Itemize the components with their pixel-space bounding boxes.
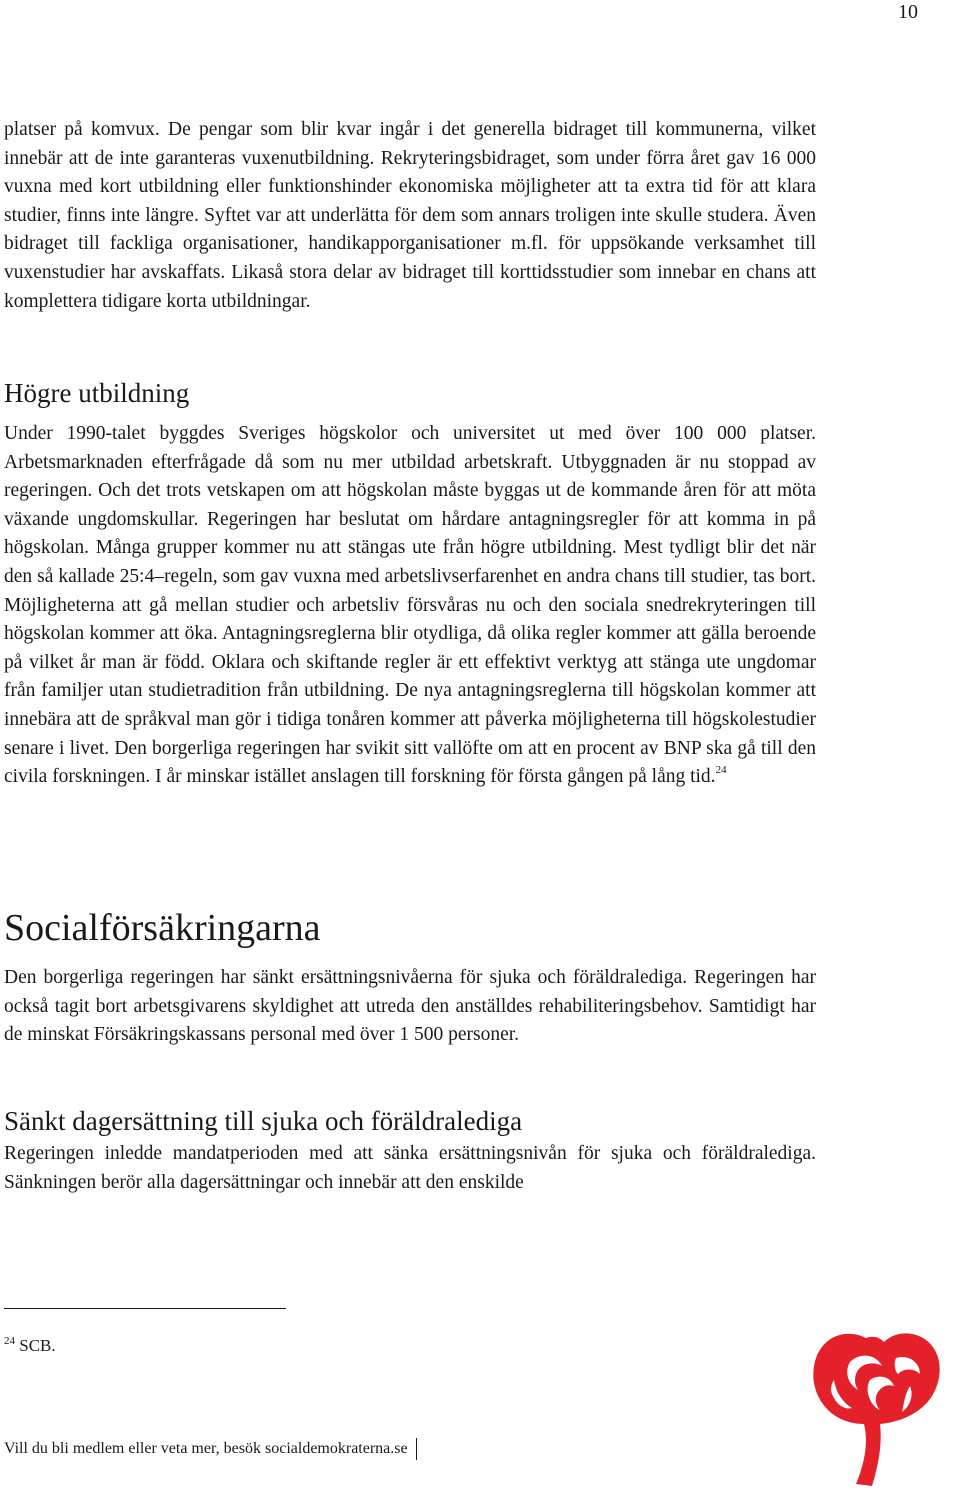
- paragraph-hogre-utbildning: [4, 420, 816, 792]
- page-number: 10: [898, 1, 918, 23]
- footnote: [4, 1330, 56, 1357]
- footer-text[interactable]: Vill du bli medlem eller veta mer, besök socialdemokraterna.se: [4, 1438, 417, 1460]
- heading-sankt-dagersattning: Sänkt dagersättning till sjuka och föräldralediga: [4, 1106, 523, 1136]
- paragraph-hogre-text: Under 1990-talet byggdes Sveriges högskolor och universitet ut med över 100 000 platser. Arbetsmarknaden efterfrågade då som nu mer utbildad arbetskraft. Utbyggnaden är nu stoppad av regeringen. Och det trots vetskapen om att högskolan måste byggas ut de kommande åren för att möta växande ungdomskullar. Regeringen har beslutat om hårdare antagningsregler för att komma in på högskolan. Många grupper kommer nu att stängas ute från högre utbildning. Mest tydligt blir det när den så kallade 25:4–regeln, som gav vuxna med arbetslivserfarenhet en andra chans till studier, tas bort. Möjligheterna att gå mellan studier och arbetsliv försvåras nu och den sociala snedrekryteringen till högskolan kommer att öka. Antagningsreglerna blir otydliga, då olika regler kommer att gälla beroende på vilket år man är född. Oklara och skiftande regler är ett effektivt verktyg att stänga ute ungdomar från familjer utan studietradition från utbildning. De nya antagningsreglerna till högskolan kommer att innebära att de språkval man gör i tidiga tonåren kommer att påverka möjligheterna till högskolestudier senare i livet. Den borgerliga regeringen har svikit sitt vallöfte om att en procent av BNP ska gå till den civila forskningen. I år minskar istället anslagen till forskning för första gången på lång tid.: [4, 423, 816, 788]
- footnote-reference[interactable]: 24: [715, 764, 727, 777]
- intro-paragraph: platser på komvux. De pengar som blir kvar ingår i det generella bidraget till kommunerna, vilket innebär att de inte garanteras vuxenutbildning. Rekryteringsbidraget, som under förra året gav 16 000 vuxna med kort utbildning eller funktionshinder ekonomiska möjligheter att ta extra tid för att klara studier, finns inte längre. Syftet var att underlätta för dem som annars troligen inte skulle studera. Även bidraget till fackliga organisationer, handikapporganisationer m.fl. för uppsökande verksamhet till vuxenstudier har avskaffats. Likaså stora delar av bidraget till korttidsstudier som innebar en chans att komplettera tidigare korta utbildningar.: [4, 119, 816, 312]
- footnote-text: SCB.: [19, 1336, 56, 1355]
- footnote-divider: [4, 1308, 286, 1309]
- rose-logo-icon: [806, 1300, 958, 1504]
- heading-socialforsakringarna: Socialförsäkringarna: [4, 907, 321, 949]
- heading-hogre-utbildning: Högre utbildning: [4, 378, 190, 408]
- paragraph-sankt-dagersattning: Regeringen inledde mandatperioden med att sänka ersättningsnivån för sjuka och föräldralediga. Sänkningen berör alla dagersättningar och innebär att den enskilde: [4, 1143, 816, 1193]
- paragraph-socialforsakringarna: Den borgerliga regeringen har sänkt ersättningsnivåerna för sjuka och föräldralediga. Regeringen har också tagit bort arbetsgivarens skyldighet att utreda den anställdes rehabiliteringsbehov. Samtidigt har de minskat Försäkringskassans personal med över 1 500 personer.: [4, 967, 816, 1046]
- footnote-number: 24: [4, 1335, 15, 1347]
